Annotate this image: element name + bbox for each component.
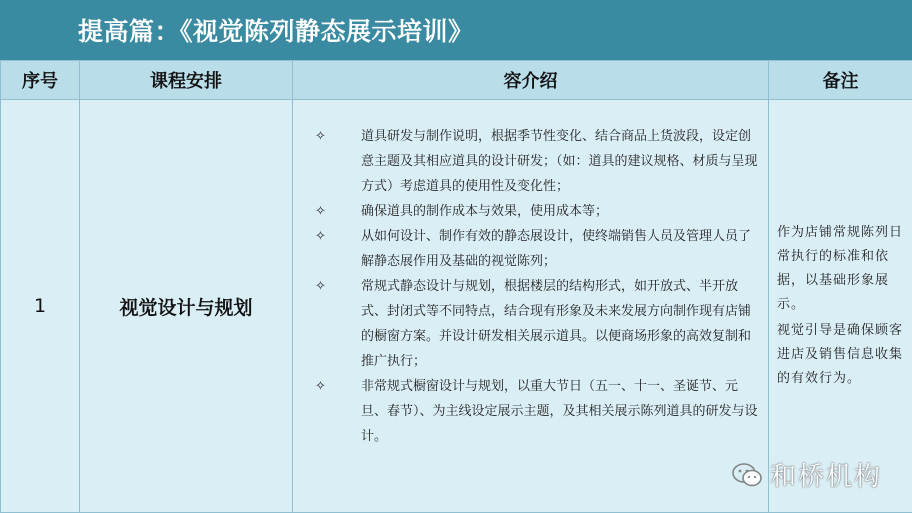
header-course: 课程安排 (80, 61, 293, 100)
list-item-text: 确保道具的制作成本与效果，使用成本等； (361, 204, 609, 219)
watermark (732, 456, 882, 493)
table-row (1, 100, 912, 513)
header-note: 备注 (769, 61, 912, 100)
row-course: 视觉设计与规划 (80, 100, 293, 513)
page-title: 提高篇：《视觉陈列静态展示培训》 (78, 17, 474, 46)
header-content: 容介绍 (293, 61, 769, 100)
course-table (0, 60, 912, 513)
list-item-text: 常规式静态设计与规划，根据楼层的结构形式，如开放式、半开放式、封闭式等不同特点，结合现有形象及未来发展方向制作现有店铺的橱窗方案。并设计研发相关展示道具。以便商场形象的高效复制和推广执行； (361, 279, 752, 369)
header-num: 序号 (1, 61, 80, 100)
list-item (315, 224, 758, 274)
note-line: 作为店铺常规陈列日常执行的标准和依据，以基础形象展示。 (777, 225, 904, 312)
row-note (769, 100, 912, 513)
content-list (293, 100, 768, 449)
note-text (769, 221, 912, 391)
row-num: 1 (1, 100, 80, 513)
note-line: 视觉引导是确保顾客进店及销售信息收集的有效行为。 (777, 323, 904, 386)
list-item (315, 374, 758, 449)
diamond-bullet-icon: ✧ (315, 229, 326, 244)
list-item-text: 从如何设计、制作有效的静态展设计，使终端销售人员及管理人员了解静态展作用及基础的视觉陈列； (361, 229, 752, 269)
list-item (315, 124, 758, 199)
wechat-icon (732, 462, 762, 488)
title-bar (0, 0, 912, 60)
diamond-bullet-icon: ✧ (315, 279, 326, 294)
diamond-bullet-icon: ✧ (315, 129, 326, 144)
list-item (315, 199, 758, 224)
list-item-text: 非常规式橱窗设计与规划，以重大节日（五一、十一、圣诞节、元旦、春节）、为主线设定展示主题，及其相关展示陈列道具的研发与设计。 (361, 379, 758, 444)
list-item-text: 道具研发与制作说明，根据季节性变化、结合商品上货波段，设定创意主题及其相应道具的设计研发；（如：道具的建议规格、材质与呈现方式）考虑道具的使用性及变化性； (361, 129, 758, 194)
list-item (315, 274, 758, 374)
watermark-text: 和桥机构 (769, 462, 882, 492)
diamond-bullet-icon: ✧ (315, 204, 326, 219)
table-header-row (1, 61, 912, 100)
row-content (293, 100, 769, 513)
diamond-bullet-icon: ✧ (315, 379, 326, 394)
